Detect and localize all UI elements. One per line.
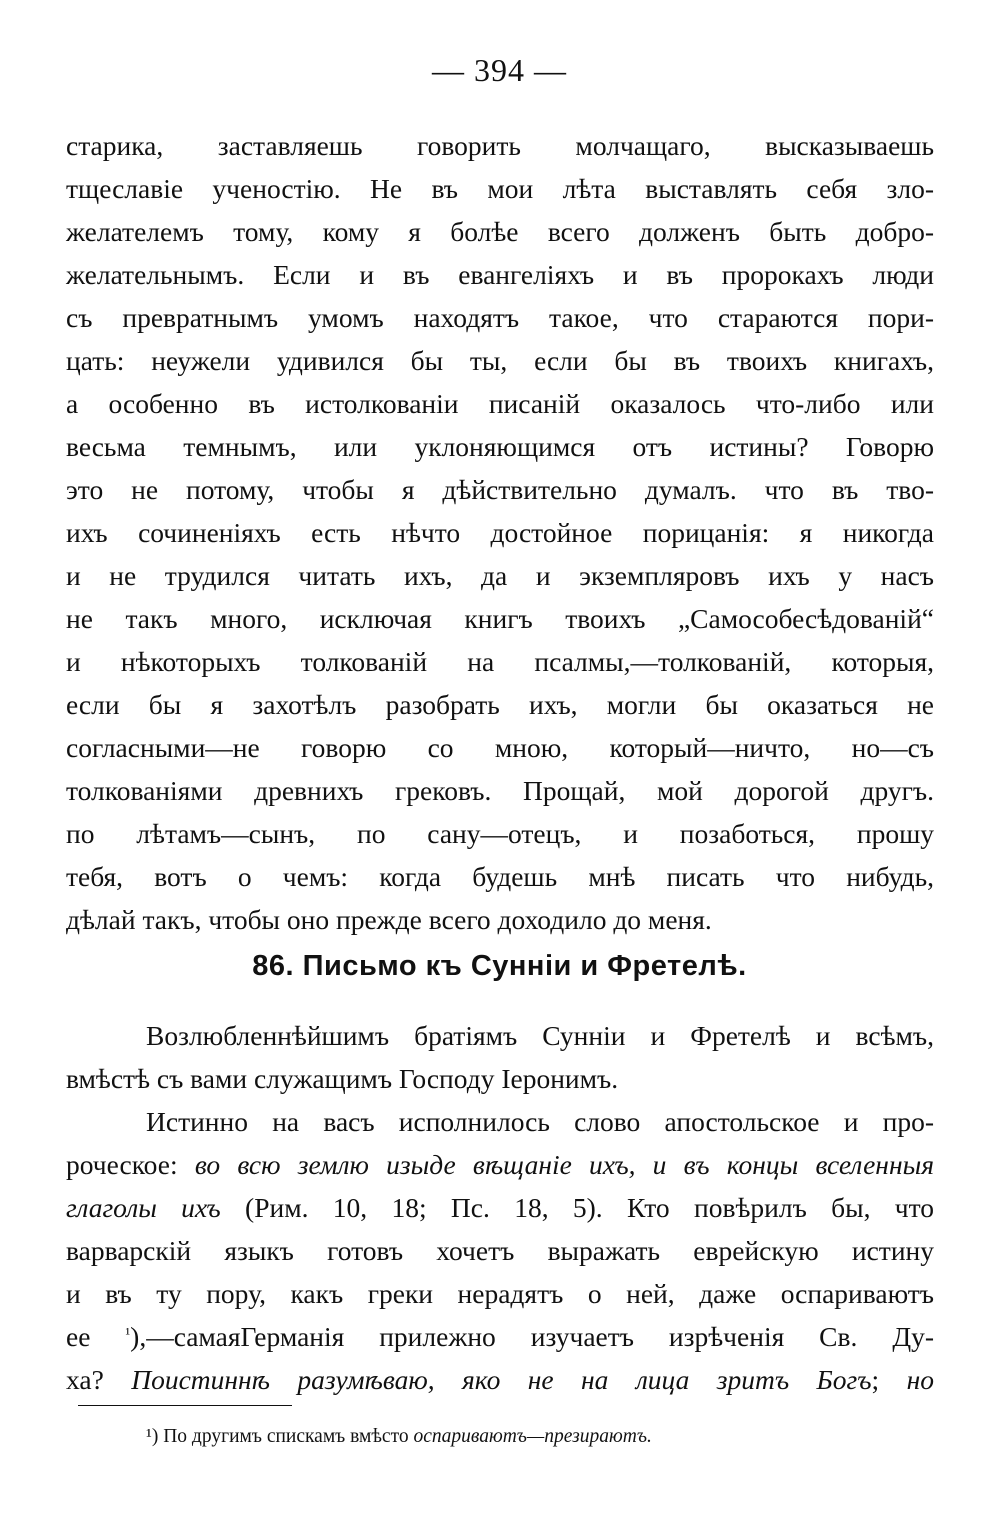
text-span: ;: [871, 1364, 907, 1395]
text-span: ха?: [66, 1364, 132, 1395]
text-line: желателемъ тому, кому я болѣе всего долженъ быть добро-: [66, 216, 934, 247]
scripture-quote: Поистиннѣ разумѣваю, яко не на лица зритъ Богъ: [131, 1364, 872, 1395]
text-line: толкованіями древнихъ грековъ. Прощай, мой дорогой другъ.: [66, 775, 934, 806]
text-span: ),—самаяГерманія прилежно изучаетъ изрѣченія Св. Ду-: [130, 1321, 934, 1352]
scripture-quote: но: [906, 1364, 934, 1395]
text-line: по лѣтамъ—сынъ, по сану—отецъ, и позаботься, прошу: [66, 818, 934, 849]
text-line: [66, 1358, 934, 1401]
text-line: съ превратнымъ умомъ находятъ такое, что стараются пори-: [66, 302, 934, 333]
text-span: роческое:: [66, 1149, 195, 1180]
footnote-reference: ¹: [125, 1326, 131, 1343]
text-span: (Рим. 10, 18; Пс. 18, 5). Кто повѣрилъ бы, что: [220, 1192, 934, 1223]
salutation-line: Возлюбленнѣйшимъ братіямъ Сунніи и Фретелѣ и всѣмъ,: [146, 1020, 934, 1051]
text-line: а особенно въ истолкованіи писаній оказалось что-либо или: [66, 388, 934, 419]
text-line: [66, 1143, 934, 1186]
text-line: и въ ту пору, какъ греки нерадятъ о ней, даже оспариваютъ: [66, 1278, 934, 1309]
section-heading: 86. Письмо къ Сунніи и Фретелѣ.: [252, 950, 747, 982]
footnote: [146, 1426, 652, 1448]
text-line: [66, 1186, 934, 1229]
text-line: согласными—не говорю со мною, который—ничто, но—съ: [66, 732, 934, 763]
text-line: если бы я захотѣлъ разобрать ихъ, могли бы оказаться не: [66, 689, 934, 720]
salutation: [66, 1014, 934, 1100]
text-line: ихъ сочиненіяхъ есть нѣчто достойное порицанія: я никогда: [66, 517, 934, 548]
scripture-quote: во всю землю изыде вѣщаніе ихъ, и въ концы вселенныя: [194, 1149, 934, 1180]
text-line: и не трудился читать ихъ, да и экземпляровъ ихъ у насъ: [66, 560, 934, 591]
text-line: весьма темнымъ, или уклоняющимся отъ истины? Говорю: [66, 431, 934, 462]
text-line: и нѣкоторыхъ толкованій на псалмы,—толкованій, которыя,: [66, 646, 934, 677]
paragraph-continued-letter: [66, 124, 934, 941]
text-line: это не потому, чтобы я дѣйствительно думалъ. что въ тво-: [66, 474, 934, 505]
scripture-quote: глаголы ихъ: [66, 1192, 221, 1223]
text-line: Истинно на васъ исполнилось слово апостольское и про-: [146, 1106, 934, 1137]
text-line: старика, заставляешь говорить молчащаго, высказываешь: [66, 130, 934, 161]
salutation-line: вмѣстѣ съ вами служащимъ Господу Іеронимъ.: [66, 1063, 619, 1094]
footnote-text: По другимъ спискамъ вмѣсто: [163, 1426, 414, 1447]
text-line: желательнымъ. Если и въ евангеліяхъ и въ пророкахъ люди: [66, 259, 934, 290]
footnote-divider: [78, 1405, 292, 1406]
text-line: тебя, вотъ о чемъ: когда будешь мнѣ писать что нибудь,: [66, 861, 934, 892]
text-line: дѣлай такъ, чтобы оно прежде всего доходило до меня.: [66, 904, 712, 935]
footnote-mark: ¹): [146, 1426, 164, 1447]
text-line: не такъ много, исключая книгъ твоихъ „Самособесѣдованій“: [66, 603, 934, 634]
text-span: ее: [66, 1321, 126, 1352]
paragraph-letter-86: [66, 1100, 934, 1401]
text-line: [66, 1315, 934, 1358]
page-number: — 394 —: [432, 52, 567, 88]
text-line: цать: неужели удивился бы ты, если бы въ твоихъ книгахъ,: [66, 345, 934, 376]
text-line: варварскій языкъ готовъ хочетъ выражать еврейскую истину: [66, 1235, 934, 1266]
text-line: тщеславіе ученостію. Не въ мои лѣта выставлять себя зло-: [66, 173, 934, 204]
footnote-italic-text: оспариваютъ—презираютъ.: [413, 1426, 652, 1447]
